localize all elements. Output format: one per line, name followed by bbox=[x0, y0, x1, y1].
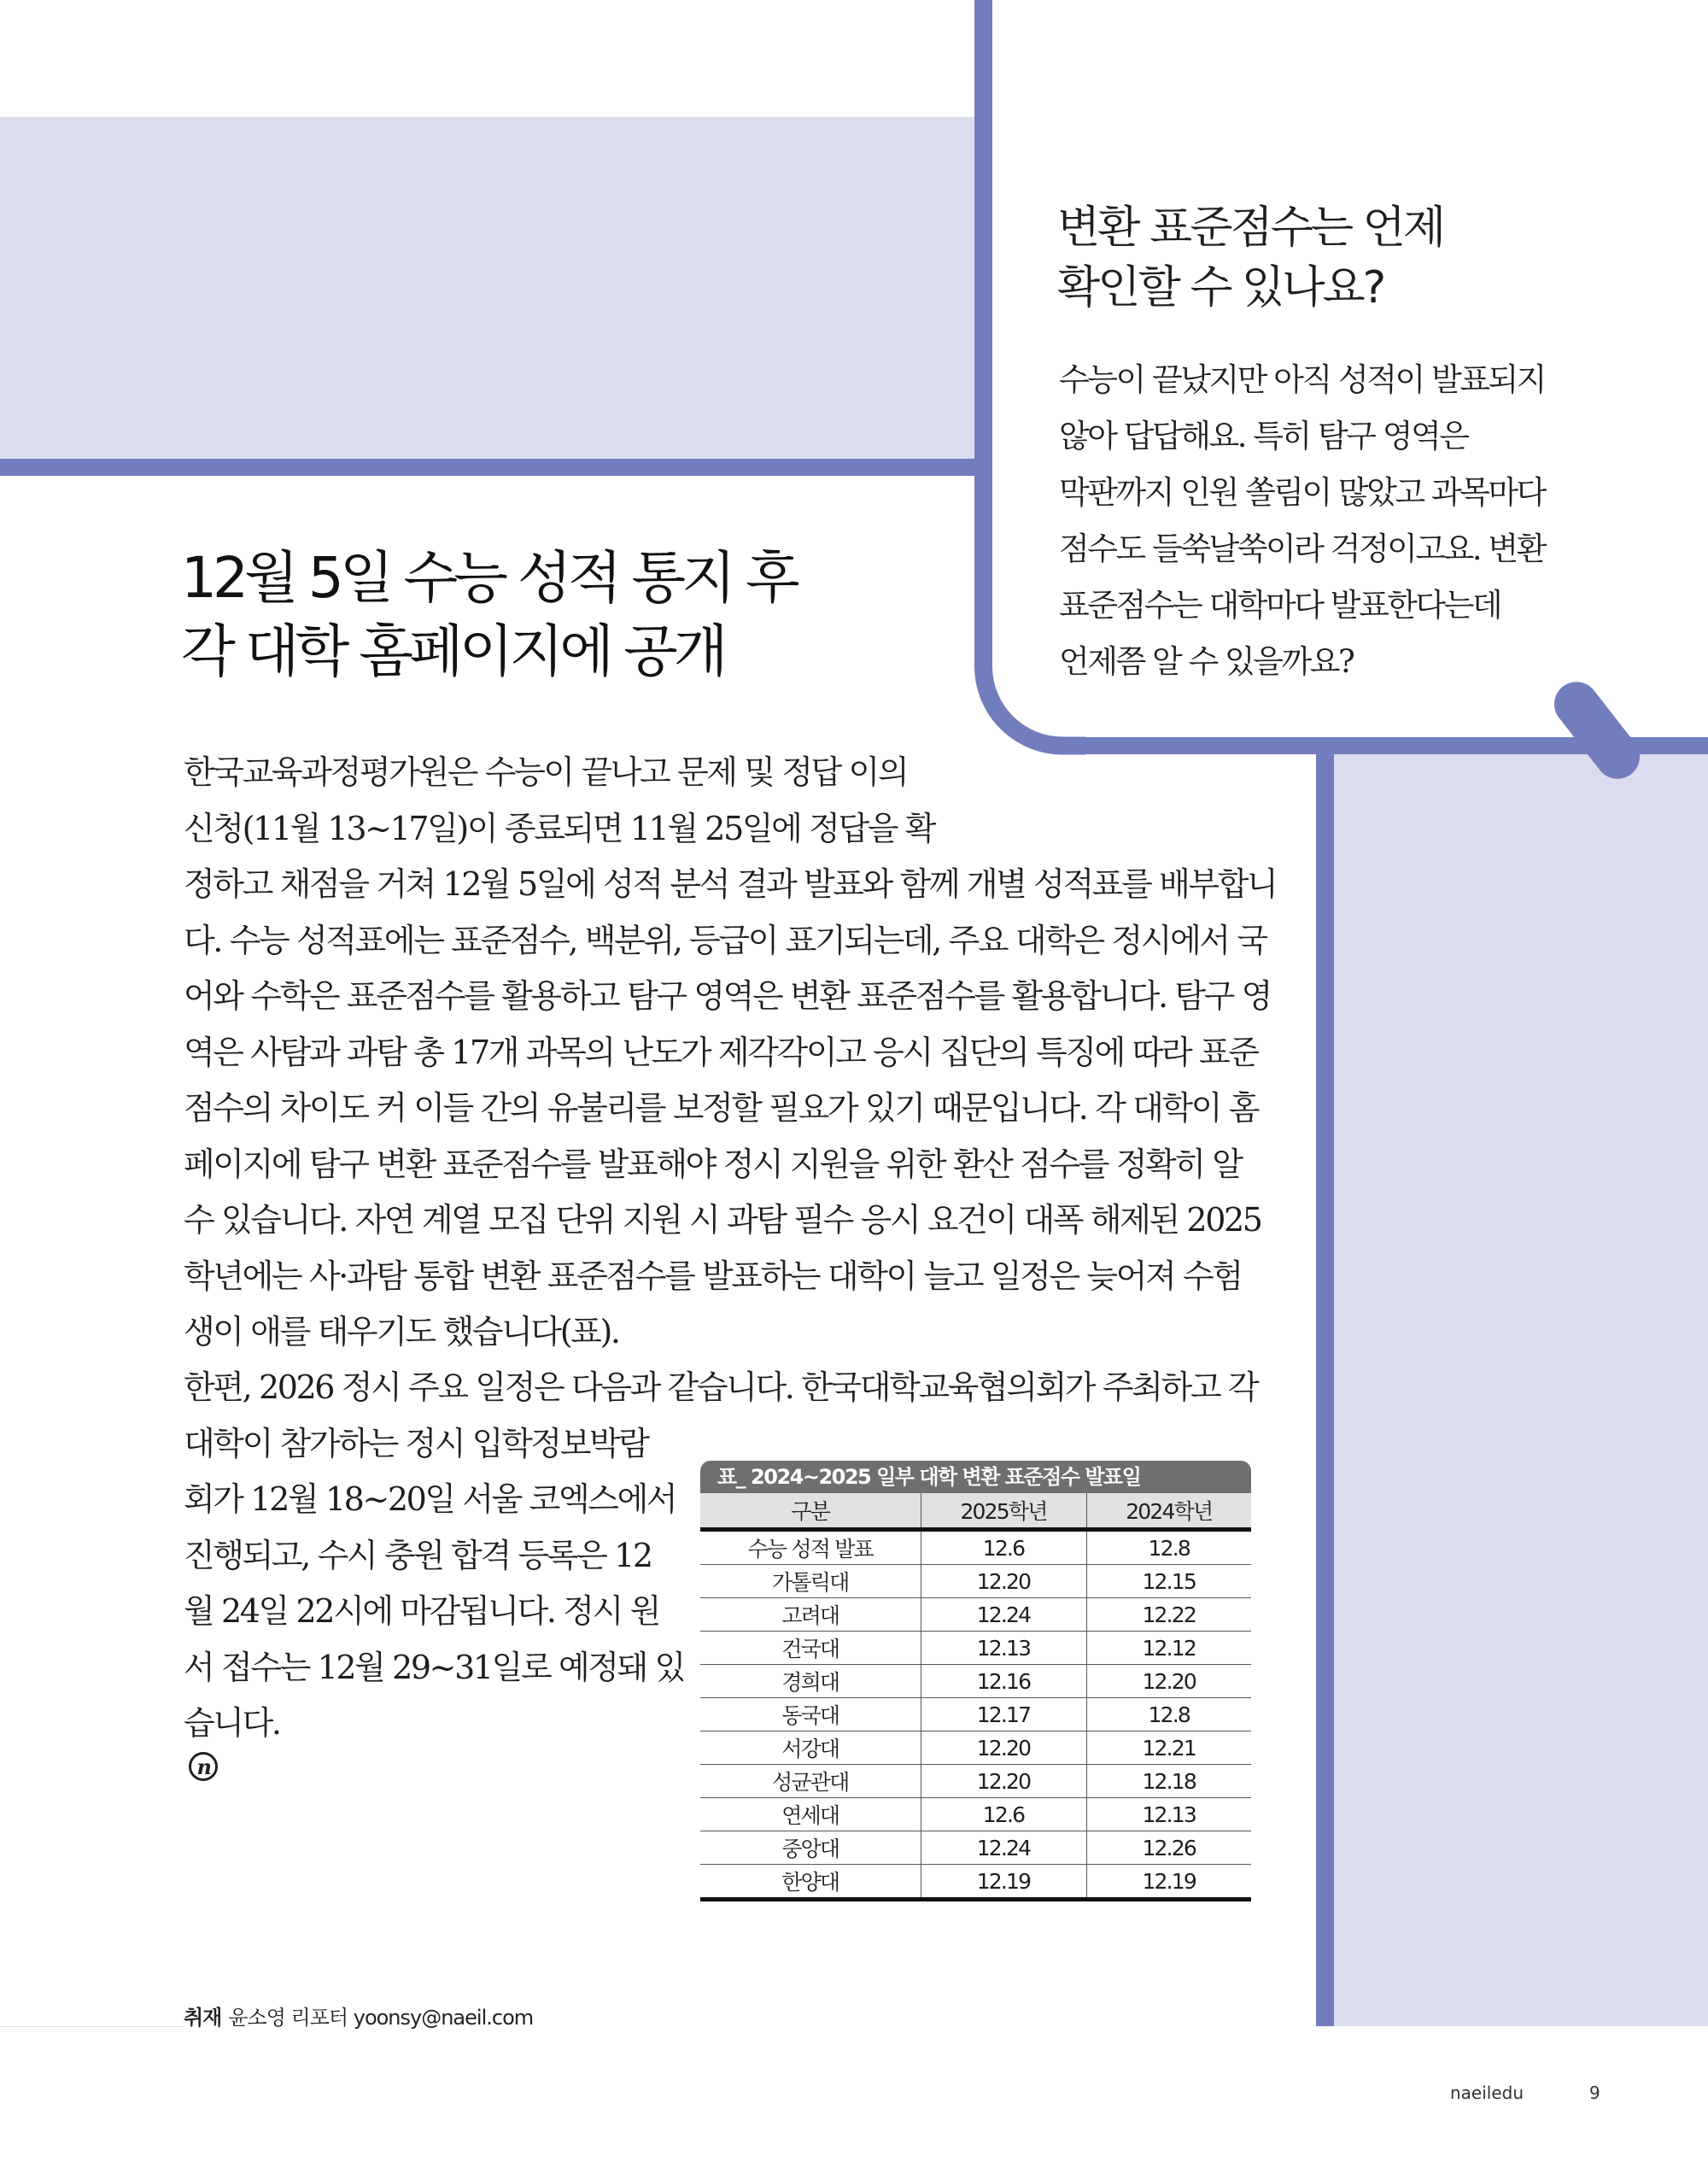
table-row bbox=[700, 1765, 1251, 1798]
paragraph-line: 생이 애를 태우기도 했습니다(표). bbox=[184, 1313, 619, 1351]
table-cell-category: 동국대 bbox=[700, 1698, 921, 1731]
paragraph-line: 정하고 채점을 거쳐 12월 5일에 성적 분석 결과 발표와 함께 개별 성적표를 배부합니 bbox=[184, 865, 1277, 903]
question-body bbox=[1059, 352, 1606, 690]
question-body-line: 않아 답답해요. 특히 탐구 영역은 bbox=[1059, 418, 1468, 454]
article-title-line: 12월 5일 수능 성적 통지 후 bbox=[181, 545, 796, 611]
paragraph-line: 회가 12월 18~20일 서울 코엑스에서 bbox=[184, 1480, 676, 1518]
question-title bbox=[1057, 198, 1672, 318]
paragraph-line: 페이지에 탐구 변환 표준점수를 발표해야 정시 지원을 위한 환산 점수를 정확히 알 bbox=[184, 1145, 1242, 1183]
table-cell-2025: 12.20 bbox=[921, 1565, 1086, 1598]
question-body-line: 표준점수는 대학마다 발표한다는데 bbox=[1059, 587, 1501, 624]
table-cell-category: 고려대 bbox=[700, 1598, 921, 1632]
table-cell-2024: 12.26 bbox=[1086, 1831, 1251, 1865]
article-title bbox=[181, 542, 950, 688]
table-header-row bbox=[700, 1493, 1251, 1530]
paragraph-line: 학년에는 사·과탐 통합 변환 표준점수를 발표하는 대학이 늘고 일정은 늦어져 수험 bbox=[184, 1257, 1242, 1295]
table-row bbox=[700, 1831, 1251, 1865]
table-row bbox=[700, 1565, 1251, 1598]
table-row bbox=[700, 1865, 1251, 1900]
table-row bbox=[700, 1598, 1251, 1632]
table-cell-2024: 12.19 bbox=[1086, 1865, 1251, 1900]
table-cell-2024: 12.15 bbox=[1086, 1565, 1251, 1598]
table-cell-2025: 12.6 bbox=[921, 1798, 1086, 1831]
byline bbox=[184, 2001, 533, 2030]
table-cell-2025: 12.24 bbox=[921, 1598, 1086, 1632]
table-cell-2024: 12.8 bbox=[1086, 1698, 1251, 1731]
table-row bbox=[700, 1632, 1251, 1665]
top-left-lavender-panel bbox=[0, 117, 978, 459]
question-body-line: 수능이 끝났지만 아직 성적이 발표되지 bbox=[1059, 361, 1545, 398]
page-rule bbox=[0, 2026, 184, 2027]
table-cell-2025: 12.20 bbox=[921, 1731, 1086, 1765]
table-cell-2025: 12.13 bbox=[921, 1632, 1086, 1665]
bubble-left-accent-bar bbox=[974, 0, 992, 666]
table-cell-2024: 12.22 bbox=[1086, 1598, 1251, 1632]
right-lavender-panel bbox=[1334, 754, 1708, 2026]
paragraph-line: 신청(11월 13~17일)이 종료되면 11월 25일에 정답을 확 bbox=[184, 809, 935, 847]
table-cell-2024: 12.8 bbox=[1086, 1530, 1251, 1565]
table-grid bbox=[700, 1493, 1251, 1901]
table-row bbox=[700, 1698, 1251, 1731]
table-cell-2025: 12.20 bbox=[921, 1765, 1086, 1798]
table-cell-category: 중앙대 bbox=[700, 1831, 921, 1865]
table-header-2024: 2024학년 bbox=[1086, 1493, 1251, 1530]
question-body-line: 막판까지 인원 쏠림이 많았고 과목마다 bbox=[1059, 474, 1545, 511]
score-release-table bbox=[700, 1461, 1251, 1901]
table-cell-category: 건국대 bbox=[700, 1632, 921, 1665]
paragraph-line: 한국교육과정평가원은 수능이 끝나고 문제 및 정답 이의 bbox=[184, 753, 908, 791]
table-cell-category: 성균관대 bbox=[700, 1765, 921, 1798]
table-row bbox=[700, 1530, 1251, 1565]
question-title-line: 확인할 수 있나요? bbox=[1057, 262, 1384, 313]
table-row bbox=[700, 1665, 1251, 1698]
table-cell-2025: 12.6 bbox=[921, 1530, 1086, 1565]
paragraph-line: 대학이 참가하는 정시 입학정보박람 bbox=[184, 1424, 648, 1462]
byline-text: 윤소영 리포터 yoonsy@naeil.com bbox=[228, 2006, 534, 2030]
article-title-line: 각 대학 홈페이지에 공개 bbox=[181, 618, 724, 684]
table-cell-category: 수능 성적 발표 bbox=[700, 1530, 921, 1565]
article-paragraph-1 bbox=[184, 745, 1277, 1361]
table-cell-category: 경희대 bbox=[700, 1665, 921, 1698]
paragraph-line: 역은 사탐과 과탐 총 17개 과목의 난도가 제각각이고 응시 집단의 특징에 따라 표준 bbox=[184, 1033, 1258, 1071]
paragraph-line: 다. 수능 성적표에는 표준점수, 백분위, 등급이 표기되는데, 주요 대학은 정시에서 국 bbox=[184, 921, 1266, 959]
footer-brand: naeiledu bbox=[1450, 2083, 1524, 2103]
paragraph-line: 점수의 차이도 커 이들 간의 유불리를 보정할 필요가 있기 때문입니다. 각 대학이 홈 bbox=[184, 1089, 1258, 1127]
table-cell-2025: 12.17 bbox=[921, 1698, 1086, 1731]
question-title-line: 변환 표준점수는 언제 bbox=[1057, 202, 1444, 254]
table-cell-2025: 12.16 bbox=[921, 1665, 1086, 1698]
paragraph-line-text: 습니다. bbox=[184, 1704, 280, 1742]
table-cell-2024: 12.12 bbox=[1086, 1632, 1251, 1665]
top-left-accent-bar bbox=[0, 459, 992, 476]
paragraph-line: 한편, 2026 정시 주요 일정은 다음과 같습니다. 한국대학교육협의회가 주최하고 각 bbox=[184, 1368, 1258, 1406]
table-row bbox=[700, 1731, 1251, 1765]
table-cell-2024: 12.13 bbox=[1086, 1798, 1251, 1831]
table-caption: 표_ 2024~2025 일부 대학 변환 표준점수 발표일 bbox=[700, 1461, 1251, 1493]
paragraph-line: 어와 수학은 표준점수를 활용하고 탐구 영역은 변환 표준점수를 활용합니다. 탐구 영 bbox=[184, 977, 1271, 1015]
table-cell-2024: 12.18 bbox=[1086, 1765, 1251, 1798]
question-body-line: 점수도 들쑥날쑥이라 걱정이고요. 변환 bbox=[1059, 530, 1545, 567]
naeil-end-mark-icon: n bbox=[189, 1752, 218, 1781]
table-cell-2025: 12.24 bbox=[921, 1831, 1086, 1865]
question-body-line: 언제쯤 알 수 있을까요? bbox=[1059, 643, 1354, 680]
table-cell-category: 연세대 bbox=[700, 1798, 921, 1831]
right-accent-bar bbox=[1316, 754, 1334, 2026]
paragraph-line: 수 있습니다. 자연 계열 모집 단위 지원 시 과탐 필수 응시 요건이 대폭 해제된 2025 bbox=[184, 1201, 1261, 1239]
page-number: 9 bbox=[1589, 2083, 1600, 2103]
table-header-category: 구분 bbox=[700, 1493, 921, 1530]
paragraph-line: 월 24일 22시에 마감됩니다. 정시 원 bbox=[184, 1592, 659, 1630]
table-header-2025: 2025학년 bbox=[921, 1493, 1086, 1530]
table-cell-category: 서강대 bbox=[700, 1731, 921, 1765]
table-cell-2024: 12.21 bbox=[1086, 1731, 1251, 1765]
table-row bbox=[700, 1798, 1251, 1831]
table-cell-category: 가톨릭대 bbox=[700, 1565, 921, 1598]
table-cell-2025: 12.19 bbox=[921, 1865, 1086, 1900]
table-cell-2024: 12.20 bbox=[1086, 1665, 1251, 1698]
byline-label: 취재 bbox=[184, 2006, 222, 2030]
paragraph-line: 진행되고, 수시 충원 합격 등록은 12 bbox=[184, 1536, 652, 1574]
paragraph-line: 서 접수는 12월 29~31일로 예정돼 있 bbox=[184, 1648, 684, 1686]
table-cell-category: 한양대 bbox=[700, 1865, 921, 1900]
